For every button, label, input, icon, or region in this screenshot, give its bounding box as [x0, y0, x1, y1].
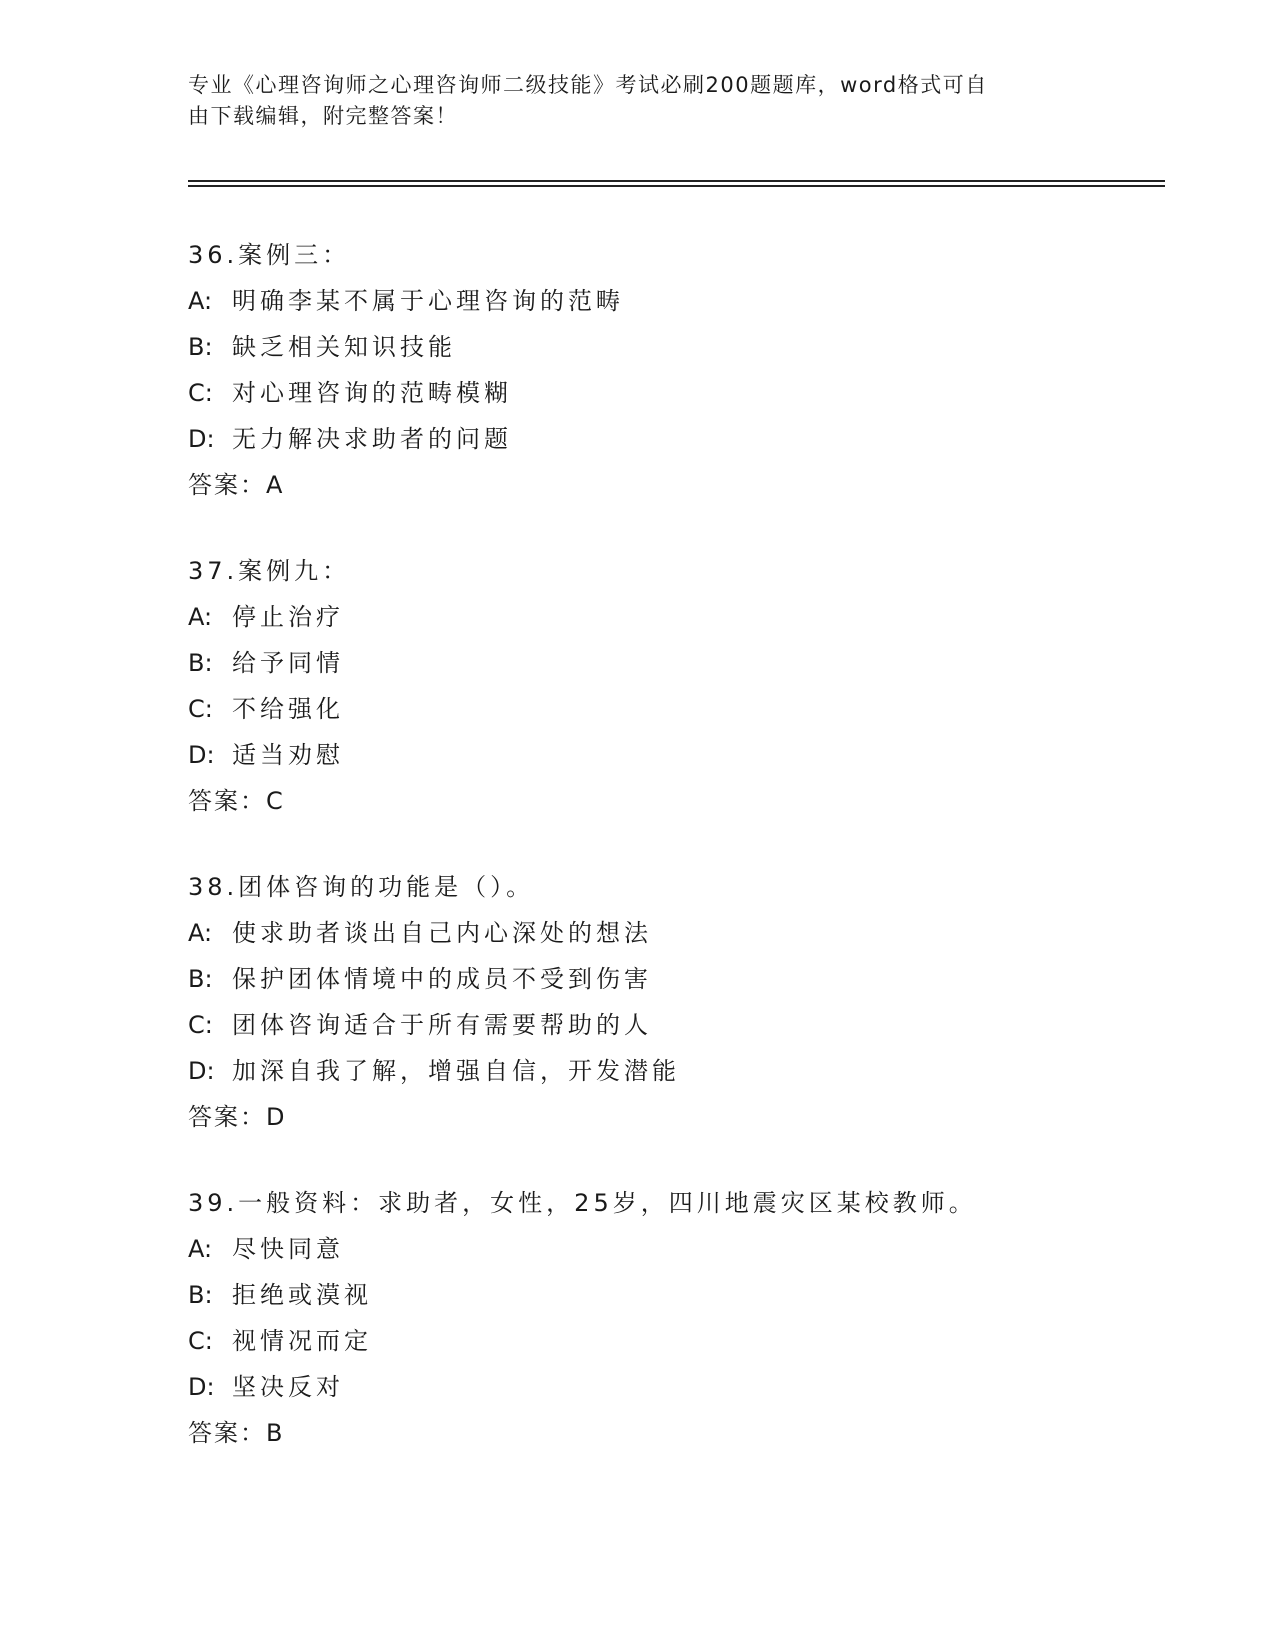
- option-letter: C:: [188, 695, 213, 723]
- question-39: [188, 1180, 1188, 1456]
- answer-line: 答案：C: [188, 787, 285, 815]
- option-letter: D:: [188, 741, 215, 769]
- option-c: [188, 1002, 1188, 1048]
- answer-line: 答案：B: [188, 1419, 285, 1447]
- option-a: [188, 910, 1188, 956]
- question-text: 团体咨询的功能是（）。: [238, 873, 535, 901]
- header-line-2: 由下载编辑，附完整答案！: [188, 104, 458, 128]
- option-text: 使求助者谈出自己内心深处的想法: [232, 919, 652, 947]
- option-letter: D:: [188, 1373, 215, 1401]
- question-number: 37.: [188, 557, 239, 585]
- answer-line: 答案：A: [188, 471, 285, 499]
- question-stem: [188, 232, 1188, 278]
- option-d: [188, 1048, 1188, 1094]
- option-letter: C:: [188, 379, 213, 407]
- option-text: 拒绝或漠视: [232, 1281, 372, 1309]
- option-text: 不给强化: [232, 695, 344, 723]
- header-line-1: 专业《心理咨询师之心理咨询师二级技能》考试必刷200题题库，word格式可自: [188, 73, 988, 97]
- option-text: 团体咨询适合于所有需要帮助的人: [232, 1011, 652, 1039]
- option-letter: B:: [188, 1281, 213, 1309]
- question-stem: [188, 1180, 1188, 1226]
- option-text: 对心理咨询的范畴模糊: [232, 379, 512, 407]
- question-stem: [188, 864, 1188, 910]
- question-text: 案例三：: [238, 241, 351, 269]
- option-text: 停止治疗: [232, 603, 344, 631]
- option-letter: A:: [188, 919, 213, 947]
- header-divider-bottom: [188, 185, 1165, 187]
- option-d: [188, 416, 1188, 462]
- question-text: 一般资料：求助者，女性，25岁，四川地震灾区某校教师。: [238, 1189, 977, 1217]
- option-letter: B:: [188, 965, 213, 993]
- question-stem: [188, 548, 1188, 594]
- option-letter: D:: [188, 1057, 215, 1085]
- option-text: 无力解决求助者的问题: [232, 425, 512, 453]
- option-a: [188, 594, 1188, 640]
- option-text: 保护团体情境中的成员不受到伤害: [232, 965, 652, 993]
- option-text: 视情况而定: [232, 1327, 372, 1355]
- option-letter: A:: [188, 1235, 213, 1263]
- option-letter: B:: [188, 333, 213, 361]
- option-d: [188, 732, 1188, 778]
- option-d: [188, 1364, 1188, 1410]
- option-c: [188, 686, 1188, 732]
- option-text: 给予同情: [232, 649, 344, 677]
- option-letter: D:: [188, 425, 215, 453]
- question-number: 39.: [188, 1189, 239, 1217]
- question-38: [188, 864, 1188, 1140]
- question-number: 38.: [188, 873, 239, 901]
- option-text: 明确李某不属于心理咨询的范畴: [232, 287, 624, 315]
- option-b: [188, 324, 1188, 370]
- option-text: 缺乏相关知识技能: [232, 333, 456, 361]
- option-letter: A:: [188, 603, 213, 631]
- answer-line: 答案：D: [188, 1103, 287, 1131]
- option-text: 尽快同意: [232, 1235, 344, 1263]
- option-b: [188, 640, 1188, 686]
- document-header: [188, 70, 1088, 132]
- option-letter: C:: [188, 1327, 213, 1355]
- option-c: [188, 370, 1188, 416]
- option-a: [188, 278, 1188, 324]
- option-b: [188, 956, 1188, 1002]
- option-text: 适当劝慰: [232, 741, 344, 769]
- option-text: 加深自我了解，增强自信，开发潜能: [232, 1057, 680, 1085]
- header-divider-top: [188, 180, 1165, 182]
- option-c: [188, 1318, 1188, 1364]
- option-letter: A:: [188, 287, 213, 315]
- question-36: [188, 232, 1188, 508]
- question-37: [188, 548, 1188, 824]
- question-text: 案例九：: [238, 557, 351, 585]
- option-b: [188, 1272, 1188, 1318]
- option-text: 坚决反对: [232, 1373, 344, 1401]
- option-a: [188, 1226, 1188, 1272]
- option-letter: B:: [188, 649, 213, 677]
- option-letter: C:: [188, 1011, 213, 1039]
- question-number: 36.: [188, 241, 239, 269]
